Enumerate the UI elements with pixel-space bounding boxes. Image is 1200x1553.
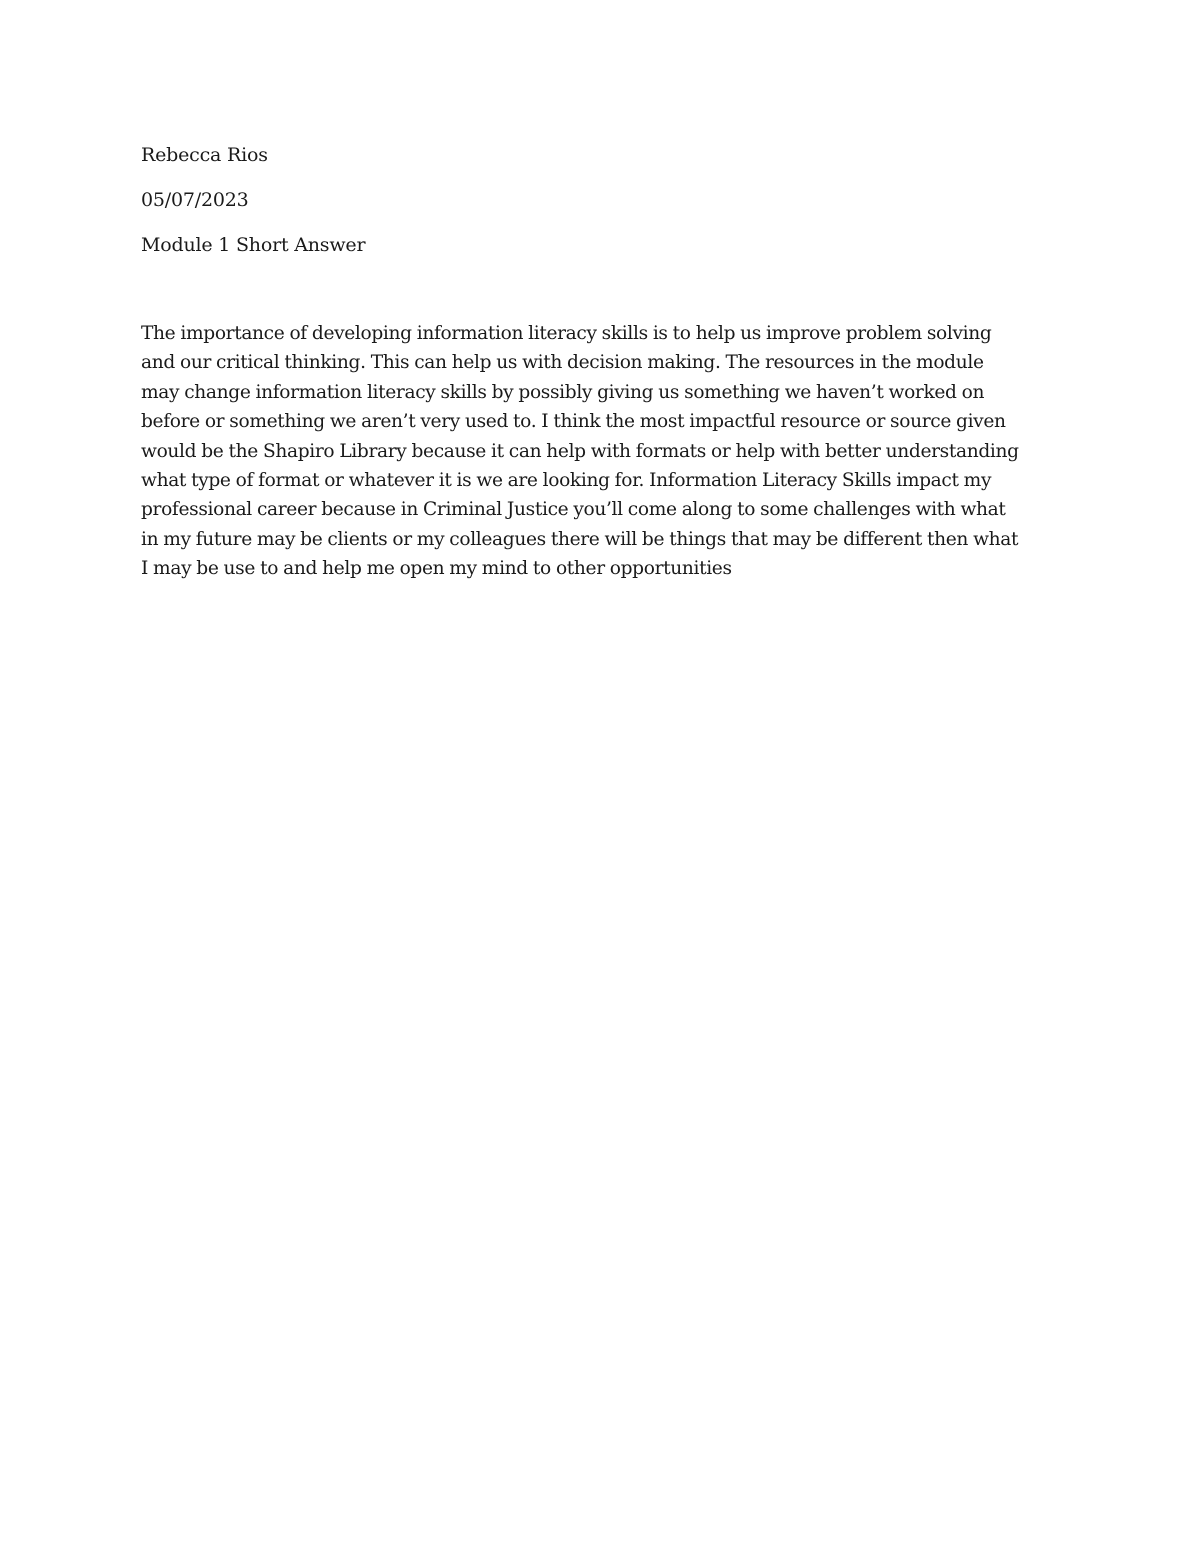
paragraph-line: may change information literacy skills by possibly giving us something we haven’t worked on bbox=[141, 381, 985, 403]
paragraph-line: in my future may be clients or my colleagues there will be things that may be different then what bbox=[141, 528, 1019, 550]
paragraph-line: would be the Shapiro Library because it can help with formats or help with better understanding bbox=[141, 440, 1019, 462]
paragraph-line: professional career because in Criminal Justice you’ll come along to some challenges with what bbox=[141, 499, 1006, 521]
author-name: Rebecca Rios bbox=[141, 144, 268, 166]
paragraph-line: what type of format or whatever it is we are looking for. Information Literacy Skills impact my bbox=[141, 470, 992, 492]
document-title: Module 1 Short Answer bbox=[141, 234, 366, 256]
document-date: 05/07/2023 bbox=[141, 189, 249, 211]
paragraph-line: I may be use to and help me open my mind to other opportunities bbox=[141, 558, 732, 580]
answer-paragraph bbox=[141, 319, 1061, 584]
paragraph-line: and our critical thinking. This can help us with decision making. The resources in the module bbox=[141, 352, 984, 374]
paragraph-line: before or something we aren’t very used to. I think the most impactful resource or source given bbox=[141, 411, 1006, 433]
paragraph-line: The importance of developing information literacy skills is to help us improve problem solving bbox=[141, 323, 992, 344]
